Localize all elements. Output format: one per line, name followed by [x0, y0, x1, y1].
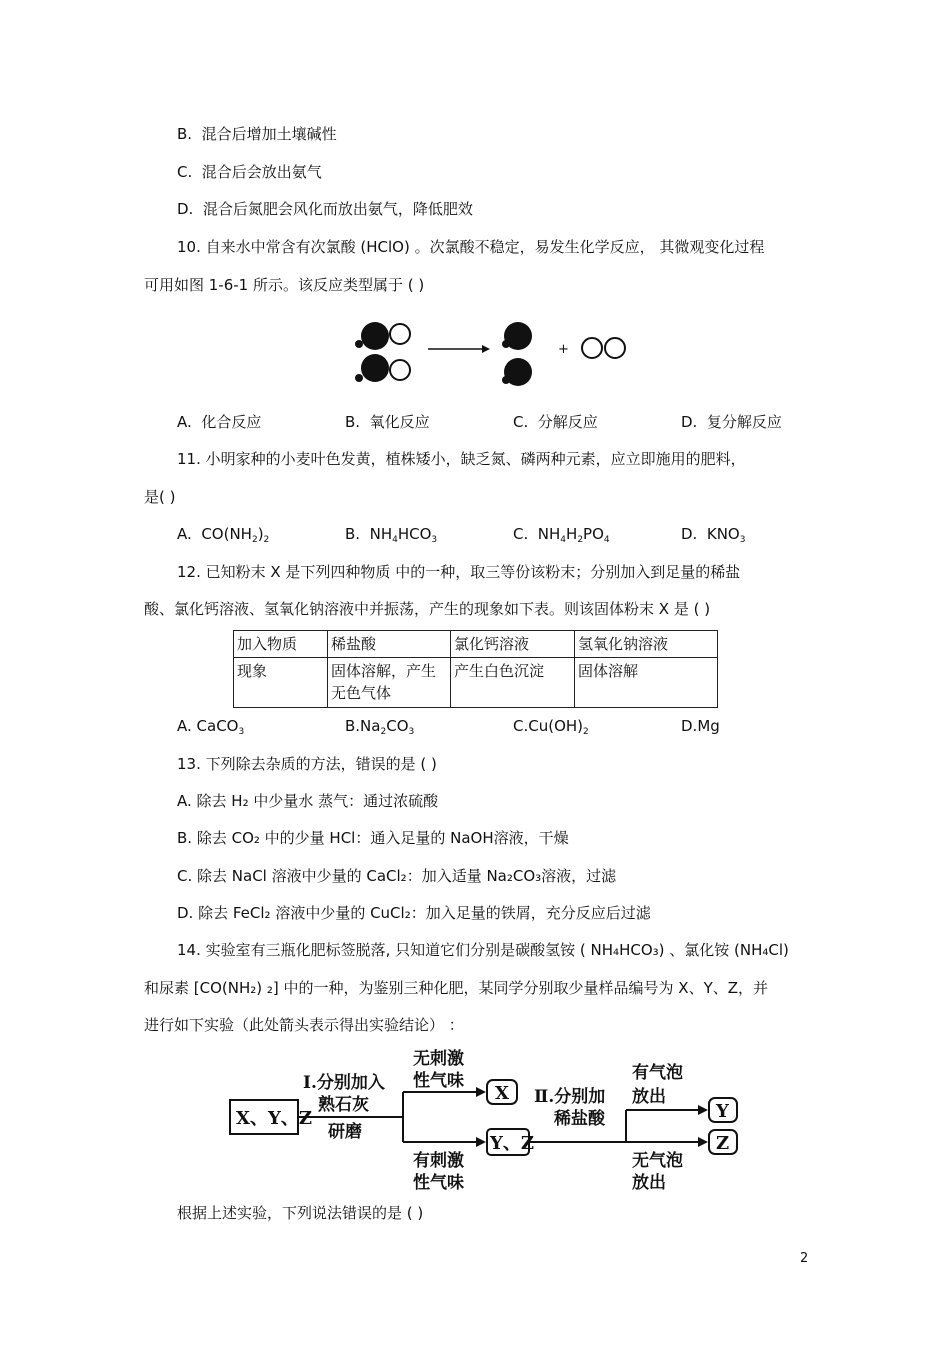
q9-option-b [177, 124, 337, 144]
arrow-head-icon [476, 1087, 486, 1097]
q10-option-c [513, 412, 598, 432]
subscript: 2 [263, 535, 270, 545]
q12-stem-line1: 12. 已知粉末 X 是下列四种物质 中的一种，取三等份该粉末；分别加入到足量的稀盐 [177, 563, 741, 581]
o-atom [605, 338, 625, 358]
flow-smell-line1: 有刺激 [413, 1151, 464, 1171]
h-atom [355, 340, 363, 348]
subscript: 2 [577, 535, 584, 545]
q13-option-c: C. 除去 NaCl 溶液中少量的 CaCl₂：加入适量 Na₂CO₃溶液，过滤 [177, 867, 617, 885]
subscript: 3 [739, 535, 746, 545]
formula: A. CaCO [177, 717, 239, 735]
table-cell: 产生白色沉淀 [451, 658, 575, 708]
subscript: 4 [603, 535, 610, 545]
formula: H [566, 525, 578, 543]
formula: C.Cu(OH) [513, 717, 584, 735]
flow-smell-line2: 性气味 [413, 1173, 464, 1192]
q12-option-b [345, 716, 414, 742]
q13-stem: 13. 下列除去杂质的方法，错误的是 ( ) [177, 755, 437, 773]
q11-option-b [345, 524, 437, 550]
formula: HCO [397, 525, 432, 543]
subscript: 4 [392, 535, 398, 545]
formula: NH [369, 525, 393, 543]
table-header-cell: 加入物质 [234, 631, 328, 658]
q9-option-c [177, 162, 322, 182]
subscript: 2 [251, 535, 258, 545]
q11-option-a [177, 524, 269, 550]
flow-start-label: X、Y、Z [236, 1108, 312, 1129]
q12-stem-line2: 酸、氯化钙溶液、氢氧化钠溶液中并振荡，产生的现象如下表。则该固体粉末 X 是 ( ) [144, 600, 711, 618]
formula: B.Na [345, 717, 381, 735]
flow-step2-line2: 稀盐酸 [554, 1109, 605, 1129]
option-text: 化合反应 [201, 413, 262, 431]
cl-atom [361, 322, 389, 350]
q13-option-a: A. 除去 H₂ 中少量水 蒸气：通过浓硫酸 [177, 792, 439, 810]
subscript: 2 [583, 727, 589, 737]
table-header-cell: 氯化钙溶液 [451, 631, 575, 658]
formula: CO(NH [201, 525, 252, 543]
flow-step1-line1: Ⅰ.分别加入 [303, 1073, 385, 1093]
option-text: 分解反应 [537, 413, 598, 431]
option-text: 混合后会放出氨气 [201, 163, 322, 181]
flow-step1-line2: 熟石灰 [318, 1095, 369, 1115]
q14-stem-line2: 和尿素 [CO(NH₂) ₂] 中的一种，为鉴别三种化肥，某同学分别取少量样品编号为 X、Y、Z，并 [144, 979, 769, 997]
arrow-head-icon [482, 345, 490, 353]
flow-step2-line1: Ⅱ.分别加 [534, 1087, 606, 1107]
q9-option-d [177, 199, 473, 219]
q12-option-d: D.Mg [681, 717, 720, 735]
q10-option-b [345, 412, 430, 432]
table-cell: 固体溶解，产生无色气体 [328, 658, 451, 708]
o-atom [390, 360, 410, 380]
h-atom [502, 340, 510, 348]
o-atom [390, 324, 410, 344]
flow-bubble-line1: 有气泡 [632, 1063, 683, 1083]
table-header-cell: 氢氧化钠溶液 [575, 631, 718, 658]
flow-step1-line3: 研磨 [328, 1122, 362, 1142]
cl-atom [361, 354, 389, 382]
q11-stem-line2: 是( ) [144, 488, 176, 506]
table-cell: 固体溶解 [575, 658, 718, 708]
subscript: 2 [380, 727, 387, 737]
flow-result-x: X [495, 1083, 509, 1104]
option-letter: B. [345, 525, 361, 543]
option-letter: C. [513, 413, 529, 431]
plus-sign: + [558, 342, 569, 357]
flow-bubble-line2: 放出 [632, 1087, 666, 1107]
formula: KNO [706, 525, 740, 543]
subscript: 3 [408, 727, 415, 737]
q14-stem-line3: 进行如下实验（此处箭头表示得出实验结论） ： [144, 1016, 464, 1034]
q12-phenomenon-table [233, 630, 718, 708]
q10-option-a [177, 412, 261, 432]
formula: ) [257, 525, 264, 543]
q10-stem-line1: 10. 自来水中常含有次氯酸 (HClO) 。次氯酸不稳定，易发生化学反应， 其微观变化过程 [177, 238, 765, 256]
identification-flowchart [228, 1042, 748, 1192]
flow-no-smell-line2: 性气味 [413, 1071, 464, 1091]
option-text: 复分解反应 [706, 413, 782, 431]
table-header-cell: 稀盐酸 [328, 631, 451, 658]
q11-option-d [681, 524, 745, 550]
flow-nobubble-line1: 无气泡 [632, 1151, 683, 1171]
option-letter: A. [177, 525, 192, 543]
page-number: 2 [800, 1251, 809, 1266]
formula: NH [537, 525, 561, 543]
option-text: 混合后增加土壤碱性 [201, 125, 337, 143]
arrow-head-icon [476, 1137, 486, 1147]
flow-result-z: Z [716, 1133, 730, 1154]
flow-no-smell-line1: 无刺激 [413, 1049, 464, 1069]
formula: CO [386, 717, 409, 735]
q14-followup: 根据上述实验，下列说法错误的是 ( ) [177, 1204, 424, 1222]
subscript: 3 [238, 727, 245, 737]
flow-result-y: Y [716, 1101, 729, 1122]
q11-stem-line1: 11. 小明家种的小麦叶色发黄，植株矮小，缺乏氮、磷两种元素，应立即施用的肥料， [177, 450, 746, 468]
option-letter: D. [177, 200, 194, 218]
option-letter: C. [177, 163, 193, 181]
molecule-reaction-diagram [350, 318, 630, 398]
option-letter: B. [177, 125, 193, 143]
q13-option-d: D. 除去 FeCl₂ 溶液中少量的 CuCl₂：加入足量的铁屑，充分反应后过滤 [177, 904, 651, 922]
q13-option-b: B. 除去 CO₂ 中的少量 HCl：通入足量的 NaOH溶液，干燥 [177, 829, 569, 847]
q12-option-a [177, 716, 244, 742]
option-letter: D. [681, 525, 698, 543]
option-text: 混合后氮肥会风化而放出氨气，降低肥效 [202, 200, 473, 218]
formula: PO [583, 525, 604, 543]
q14-stem-line1: 14. 实验室有三瓶化肥标签脱落, 只知道它们分别是碳酸氢铵 ( NH₄HCO₃) 、氯化铵 (NH₄Cl) [177, 941, 789, 959]
q10-option-d [681, 412, 782, 432]
h-atom [355, 374, 363, 382]
subscript: 3 [431, 535, 438, 545]
option-letter: D. [681, 413, 698, 431]
o-atom [582, 338, 602, 358]
table-header-row [234, 631, 718, 658]
flow-nobubble-line2: 放出 [632, 1173, 666, 1192]
flow-mid-label: Y、Z [490, 1133, 534, 1154]
arrow-head-icon [698, 1137, 708, 1147]
table-cell: 现象 [234, 658, 328, 708]
arrow-head-icon [698, 1105, 708, 1115]
q10-stem-line2: 可用如图 1-6-1 所示。该反应类型属于 ( ) [144, 276, 425, 294]
q12-option-c [513, 716, 589, 742]
subscript: 4 [560, 535, 567, 545]
table-row [234, 658, 718, 708]
option-letter: B. [345, 413, 361, 431]
option-letter: A. [177, 413, 192, 431]
option-letter: C. [513, 525, 529, 543]
h-atom [502, 376, 510, 384]
option-text: 氧化反应 [369, 413, 430, 431]
q11-option-c [513, 524, 610, 550]
